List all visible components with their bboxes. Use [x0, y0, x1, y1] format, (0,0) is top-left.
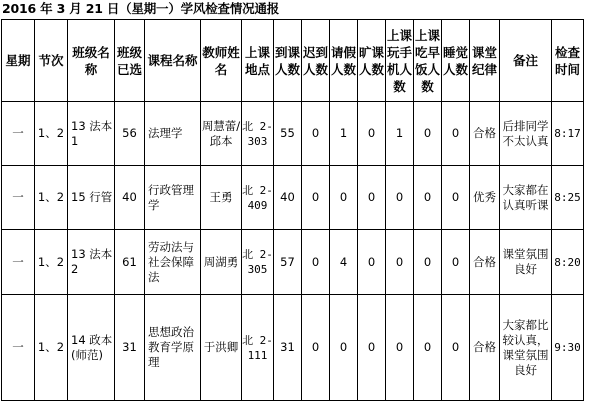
header-cell: 备注 — [500, 20, 552, 102]
period-cell: 1、2 — [35, 102, 68, 166]
class-cell: 15 行管 — [68, 166, 115, 230]
discipline-cell: 合格 — [470, 295, 500, 401]
day-cell: 一 — [2, 102, 35, 166]
header-cell: 迟到人数 — [302, 20, 330, 102]
sleep-cell: 0 — [442, 295, 470, 401]
phone-cell: 0 — [386, 295, 414, 401]
absent-cell: 0 — [358, 166, 386, 230]
selected-cell: 61 — [115, 230, 145, 295]
leave-cell: 4 — [330, 230, 358, 295]
selected-cell: 56 — [115, 102, 145, 166]
header-cell: 课堂纪律 — [470, 20, 500, 102]
discipline-cell: 合格 — [470, 102, 500, 166]
breakfast-cell: 0 — [414, 102, 442, 166]
header-cell: 课程名称 — [145, 20, 201, 102]
late-cell: 0 — [302, 230, 330, 295]
header-row — [2, 20, 584, 102]
header-cell: 旷课人数 — [358, 20, 386, 102]
location-cell: 北 2-305 — [242, 230, 274, 295]
note-cell: 大家都比较认真，课堂氛围良好 — [500, 295, 552, 401]
present-cell: 55 — [274, 102, 302, 166]
teacher-cell: 于洪卿 — [201, 295, 242, 401]
leave-cell: 0 — [330, 166, 358, 230]
selected-cell: 31 — [115, 295, 145, 401]
teacher-cell: 周湖勇 — [201, 230, 242, 295]
leave-cell: 0 — [330, 295, 358, 401]
present-cell: 31 — [274, 295, 302, 401]
period-cell: 1、2 — [35, 295, 68, 401]
header-cell: 星期 — [2, 20, 35, 102]
present-cell: 40 — [274, 166, 302, 230]
table-row — [2, 230, 584, 295]
class-cell: 13 法本 2 — [68, 230, 115, 295]
breakfast-cell: 0 — [414, 166, 442, 230]
header-cell: 班级已选 — [115, 20, 145, 102]
course-cell: 劳动法与社会保障法 — [145, 230, 201, 295]
absent-cell: 0 — [358, 102, 386, 166]
time-cell: 8:17 — [552, 102, 584, 166]
time-cell: 8:20 — [552, 230, 584, 295]
period-cell: 1、2 — [35, 166, 68, 230]
sleep-cell: 0 — [442, 230, 470, 295]
breakfast-cell: 0 — [414, 295, 442, 401]
course-cell: 思想政治教育学原理 — [145, 295, 201, 401]
late-cell: 0 — [302, 166, 330, 230]
day-cell: 一 — [2, 230, 35, 295]
course-cell: 法理学 — [145, 102, 201, 166]
location-cell: 北 2-111 — [242, 295, 274, 401]
header-cell: 上课玩手机人数 — [386, 20, 414, 102]
note-cell: 后排同学不太认真 — [500, 102, 552, 166]
breakfast-cell: 0 — [414, 230, 442, 295]
report-title: 2016 年 3 月 21 日（星期一）学风检查情况通报 — [2, 1, 280, 16]
late-cell: 0 — [302, 295, 330, 401]
header-cell: 检查时间 — [552, 20, 584, 102]
note-cell: 课堂氛围良好 — [500, 230, 552, 295]
header-cell: 睡觉人数 — [442, 20, 470, 102]
header-cell: 上课地点 — [242, 20, 274, 102]
note-cell: 大家都在认真听课 — [500, 166, 552, 230]
discipline-cell: 优秀 — [470, 166, 500, 230]
header-cell: 请假人数 — [330, 20, 358, 102]
course-cell: 行政管理学 — [145, 166, 201, 230]
inspection-table — [1, 19, 584, 401]
teacher-cell: 王勇 — [201, 166, 242, 230]
selected-cell: 40 — [115, 166, 145, 230]
location-cell: 北 2-303 — [242, 102, 274, 166]
table-row — [2, 102, 584, 166]
day-cell: 一 — [2, 295, 35, 401]
phone-cell: 0 — [386, 230, 414, 295]
phone-cell: 0 — [386, 166, 414, 230]
location-cell: 北 2-409 — [242, 166, 274, 230]
late-cell: 0 — [302, 102, 330, 166]
header-cell: 班级名称 — [68, 20, 115, 102]
header-cell: 教师姓名 — [201, 20, 242, 102]
absent-cell: 0 — [358, 295, 386, 401]
table-row — [2, 295, 584, 401]
absent-cell: 0 — [358, 230, 386, 295]
phone-cell: 1 — [386, 102, 414, 166]
present-cell: 57 — [274, 230, 302, 295]
header-cell: 节次 — [35, 20, 68, 102]
time-cell: 8:25 — [552, 166, 584, 230]
sleep-cell: 0 — [442, 166, 470, 230]
teacher-cell: 周慧蕾/邱本 — [201, 102, 242, 166]
class-cell: 13 法本 1 — [68, 102, 115, 166]
class-cell: 14 政本 (师范) — [68, 295, 115, 401]
day-cell: 一 — [2, 166, 35, 230]
sleep-cell: 0 — [442, 102, 470, 166]
period-cell: 1、2 — [35, 230, 68, 295]
leave-cell: 1 — [330, 102, 358, 166]
discipline-cell: 合格 — [470, 230, 500, 295]
header-cell: 到课人数 — [274, 20, 302, 102]
header-cell: 上课吃早饭人数 — [414, 20, 442, 102]
time-cell: 9:30 — [552, 295, 584, 401]
table-row — [2, 166, 584, 230]
